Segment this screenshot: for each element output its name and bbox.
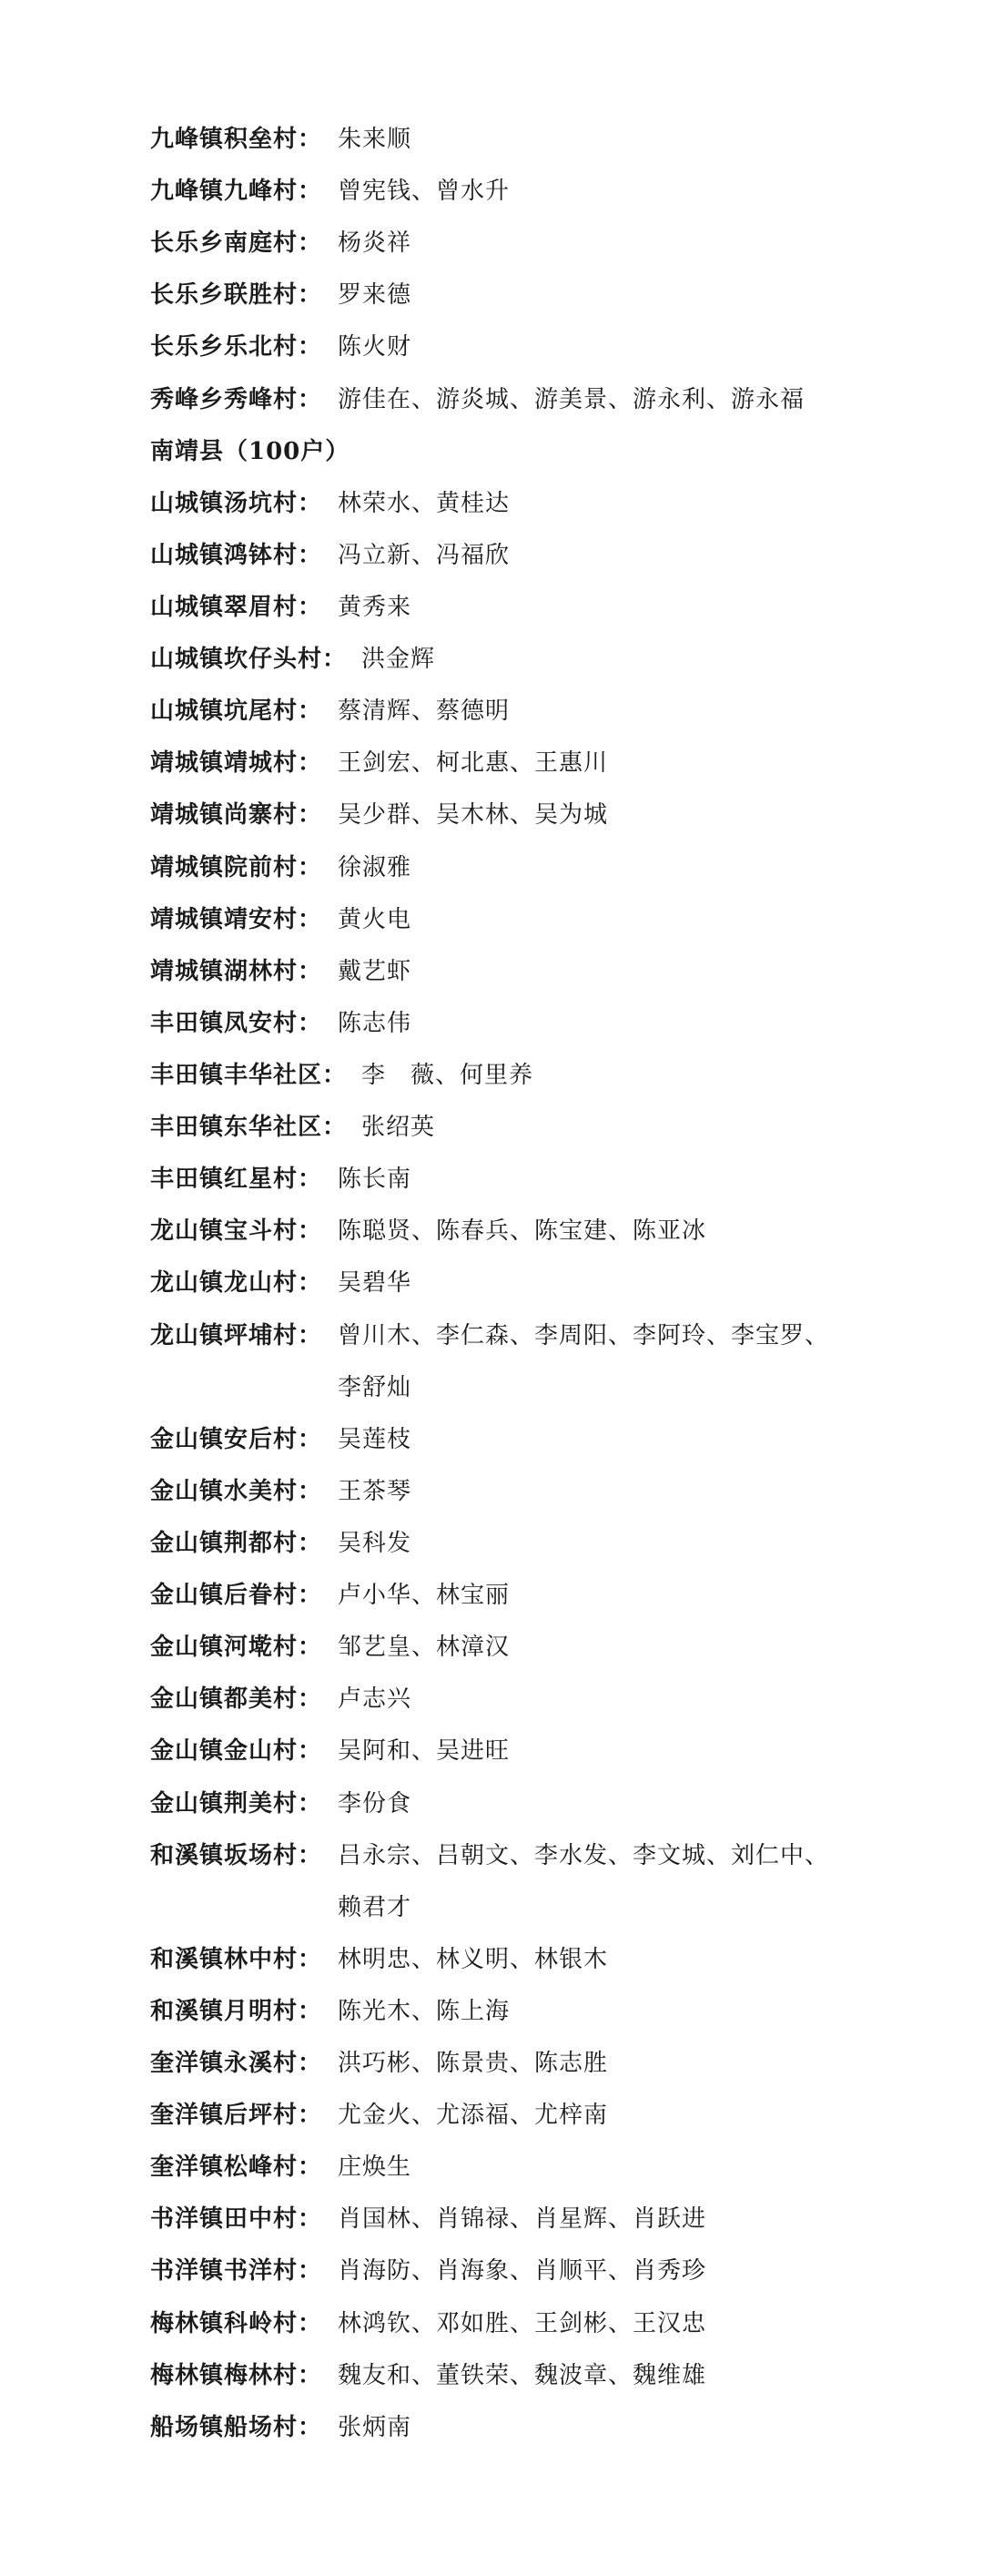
household-names: 林鸿钦、邓如胜、王剑彬、王汉忠 bbox=[338, 2309, 707, 2337]
village-entry bbox=[0, 1622, 983, 1674]
village-entry bbox=[0, 1257, 983, 1309]
village-label: 靖城镇尚寨村： bbox=[150, 801, 323, 830]
village-label: 船场镇船场村： bbox=[150, 2413, 323, 2441]
village-entry bbox=[0, 2245, 983, 2297]
village-entry bbox=[0, 2194, 983, 2245]
household-names: 吴莲枝 bbox=[338, 1425, 412, 1453]
household-names: 游佳在、游炎城、游美景、游永利、游永福 bbox=[338, 385, 806, 413]
village-label: 书洋镇田中村： bbox=[150, 2205, 323, 2234]
village-entry bbox=[0, 218, 983, 270]
village-entry bbox=[0, 894, 983, 946]
names-continuation: 赖君才 bbox=[338, 1893, 412, 1921]
household-names: 陈聪贤、陈春兵、陈宝建、陈亚冰 bbox=[338, 1217, 707, 1246]
village-label: 和溪镇月明村： bbox=[150, 1997, 323, 2025]
household-names: 曾宪钱、曾水升 bbox=[338, 178, 511, 206]
household-names: 黄火电 bbox=[338, 905, 412, 933]
household-names: 陈志伟 bbox=[338, 1009, 412, 1037]
household-names: 吴科发 bbox=[338, 1529, 412, 1557]
household-names: 杨炎祥 bbox=[338, 229, 412, 258]
village-label: 金山镇都美村： bbox=[150, 1685, 323, 1714]
village-entry bbox=[0, 478, 983, 530]
village-label: 丰田镇凤安村： bbox=[150, 1009, 323, 1037]
household-names: 卢志兴 bbox=[338, 1685, 412, 1714]
household-names: 曾川木、李仁森、李周阳、李阿玲、李宝罗、 bbox=[338, 1321, 830, 1349]
village-label: 山城镇坑尾村： bbox=[150, 697, 323, 726]
village-label: 金山镇荆美村： bbox=[150, 1789, 323, 1817]
household-names: 吕永宗、吕朝文、李水发、李文城、刘仁中、 bbox=[338, 1841, 830, 1869]
household-names: 蔡清辉、蔡德明 bbox=[338, 697, 511, 726]
village-label: 丰田镇丰华社区： bbox=[150, 1061, 348, 1089]
village-entry bbox=[0, 789, 983, 841]
village-label: 长乐乡联胜村： bbox=[150, 281, 323, 310]
village-label: 龙山镇龙山村： bbox=[150, 1269, 323, 1298]
village-entry bbox=[0, 114, 983, 166]
village-label: 金山镇安后村： bbox=[150, 1425, 323, 1453]
village-entry bbox=[0, 1830, 983, 1882]
household-names: 冯立新、冯福欣 bbox=[338, 541, 511, 569]
village-label: 金山镇河墘村： bbox=[150, 1634, 323, 1662]
village-label: 金山镇水美村： bbox=[150, 1477, 323, 1505]
village-entry bbox=[0, 374, 983, 426]
village-label: 书洋镇书洋村： bbox=[150, 2257, 323, 2286]
village-entry bbox=[0, 1206, 983, 1257]
village-entry bbox=[0, 1102, 983, 1154]
village-label: 山城镇坎仔头村： bbox=[150, 646, 348, 674]
village-label: 靖城镇湖林村： bbox=[150, 957, 323, 985]
village-entry bbox=[0, 1934, 983, 1986]
household-names: 吴阿和、吴进旺 bbox=[338, 1737, 511, 1766]
village-label: 和溪镇坂场村： bbox=[150, 1841, 323, 1869]
village-label: 梅林镇科岭村： bbox=[150, 2309, 323, 2337]
village-entry bbox=[0, 2350, 983, 2402]
village-label: 丰田镇东华社区： bbox=[150, 1114, 348, 1142]
village-label: 靖城镇靖城村： bbox=[150, 749, 323, 778]
household-names: 肖国林、肖锦禄、肖星辉、肖跃进 bbox=[338, 2205, 707, 2234]
county-heading-line bbox=[0, 426, 983, 478]
household-names: 卢小华、林宝丽 bbox=[338, 1582, 511, 1610]
household-names: 黄秀来 bbox=[338, 593, 412, 621]
village-entry bbox=[0, 1726, 983, 1777]
village-entry bbox=[0, 582, 983, 634]
household-names: 朱来顺 bbox=[338, 126, 412, 153]
village-entry bbox=[0, 1414, 983, 1466]
village-entry bbox=[0, 2298, 983, 2350]
village-label: 丰田镇红星村： bbox=[150, 1166, 323, 1194]
household-names: 李 薇、何里养 bbox=[361, 1061, 534, 1089]
village-label: 山城镇汤坑村： bbox=[150, 489, 323, 517]
village-label: 山城镇翠眉村： bbox=[150, 593, 323, 621]
household-names: 林荣水、黄桂达 bbox=[338, 489, 511, 517]
village-entry bbox=[0, 270, 983, 321]
household-names: 张炳南 bbox=[338, 2413, 412, 2441]
village-entry bbox=[0, 2142, 983, 2194]
household-names: 吴少群、吴木林、吴为城 bbox=[338, 801, 609, 830]
village-label: 长乐乡乐北村： bbox=[150, 333, 323, 361]
village-entry bbox=[0, 842, 983, 894]
household-names: 洪巧彬、陈景贵、陈志胜 bbox=[338, 2050, 609, 2078]
village-entry bbox=[0, 1466, 983, 1518]
household-names: 吴碧华 bbox=[338, 1269, 412, 1298]
village-entry bbox=[0, 1986, 983, 2038]
household-names: 庄焕生 bbox=[338, 2153, 412, 2182]
household-names: 张绍英 bbox=[361, 1114, 436, 1142]
village-entry bbox=[0, 738, 983, 789]
village-label: 靖城镇靖安村： bbox=[150, 905, 323, 933]
household-names: 李份食 bbox=[338, 1789, 412, 1817]
village-entry bbox=[0, 1310, 983, 1362]
village-label: 奎洋镇永溪村： bbox=[150, 2050, 323, 2078]
village-entry bbox=[0, 530, 983, 582]
village-label: 九峰镇积垒村： bbox=[150, 126, 323, 153]
village-entry bbox=[0, 2090, 983, 2142]
document-body bbox=[0, 114, 983, 2454]
household-names: 邹艺皇、林漳汉 bbox=[338, 1634, 511, 1662]
village-entry bbox=[0, 686, 983, 738]
village-label: 金山镇荆都村： bbox=[150, 1529, 323, 1557]
village-entry bbox=[0, 1154, 983, 1206]
county-heading: 南靖县（100户） bbox=[150, 437, 350, 465]
household-names: 陈火财 bbox=[338, 333, 412, 361]
household-names: 罗来德 bbox=[338, 281, 412, 310]
village-label: 靖城镇院前村： bbox=[150, 853, 323, 881]
household-names: 陈长南 bbox=[338, 1166, 412, 1194]
household-names: 林明忠、林义明、林银木 bbox=[338, 1945, 609, 1973]
village-entry bbox=[0, 2038, 983, 2090]
household-names: 尤金火、尤添福、尤梓南 bbox=[338, 2102, 609, 2130]
village-entry bbox=[0, 1518, 983, 1570]
household-names: 王茶琴 bbox=[338, 1477, 412, 1505]
village-label: 和溪镇林中村： bbox=[150, 1945, 323, 1973]
names-continuation-line bbox=[0, 1362, 983, 1414]
household-names: 王剑宏、柯北惠、王惠川 bbox=[338, 749, 609, 778]
names-continuation-line bbox=[0, 1882, 983, 1934]
village-entry bbox=[0, 1570, 983, 1622]
household-names: 徐淑雅 bbox=[338, 853, 412, 881]
village-entry bbox=[0, 946, 983, 998]
village-label: 奎洋镇后坪村： bbox=[150, 2102, 323, 2130]
household-names: 戴艺虾 bbox=[338, 957, 412, 985]
household-names: 陈光木、陈上海 bbox=[338, 1997, 511, 2025]
village-entry bbox=[0, 166, 983, 218]
village-entry bbox=[0, 321, 983, 373]
village-entry bbox=[0, 634, 983, 686]
village-entry bbox=[0, 1778, 983, 1830]
names-continuation: 李舒灿 bbox=[338, 1373, 412, 1401]
household-names: 肖海防、肖海象、肖顺平、肖秀珍 bbox=[338, 2257, 707, 2286]
village-label: 金山镇后眷村： bbox=[150, 1582, 323, 1610]
village-entry bbox=[0, 1674, 983, 1726]
household-names: 洪金辉 bbox=[361, 646, 436, 674]
village-label: 龙山镇坪埔村： bbox=[150, 1321, 323, 1349]
village-label: 九峰镇九峰村： bbox=[150, 178, 323, 206]
village-label: 山城镇鸿钵村： bbox=[150, 541, 323, 569]
household-names: 魏友和、董铁荣、魏波章、魏维雄 bbox=[338, 2361, 707, 2389]
village-label: 奎洋镇松峰村： bbox=[150, 2153, 323, 2182]
village-label: 秀峰乡秀峰村： bbox=[150, 385, 323, 413]
village-entry bbox=[0, 998, 983, 1050]
village-label: 长乐乡南庭村： bbox=[150, 229, 323, 258]
village-entry bbox=[0, 1050, 983, 1102]
village-label: 龙山镇宝斗村： bbox=[150, 1217, 323, 1246]
village-label: 梅林镇梅林村： bbox=[150, 2361, 323, 2389]
village-label: 金山镇金山村： bbox=[150, 1737, 323, 1766]
village-entry bbox=[0, 2402, 983, 2454]
